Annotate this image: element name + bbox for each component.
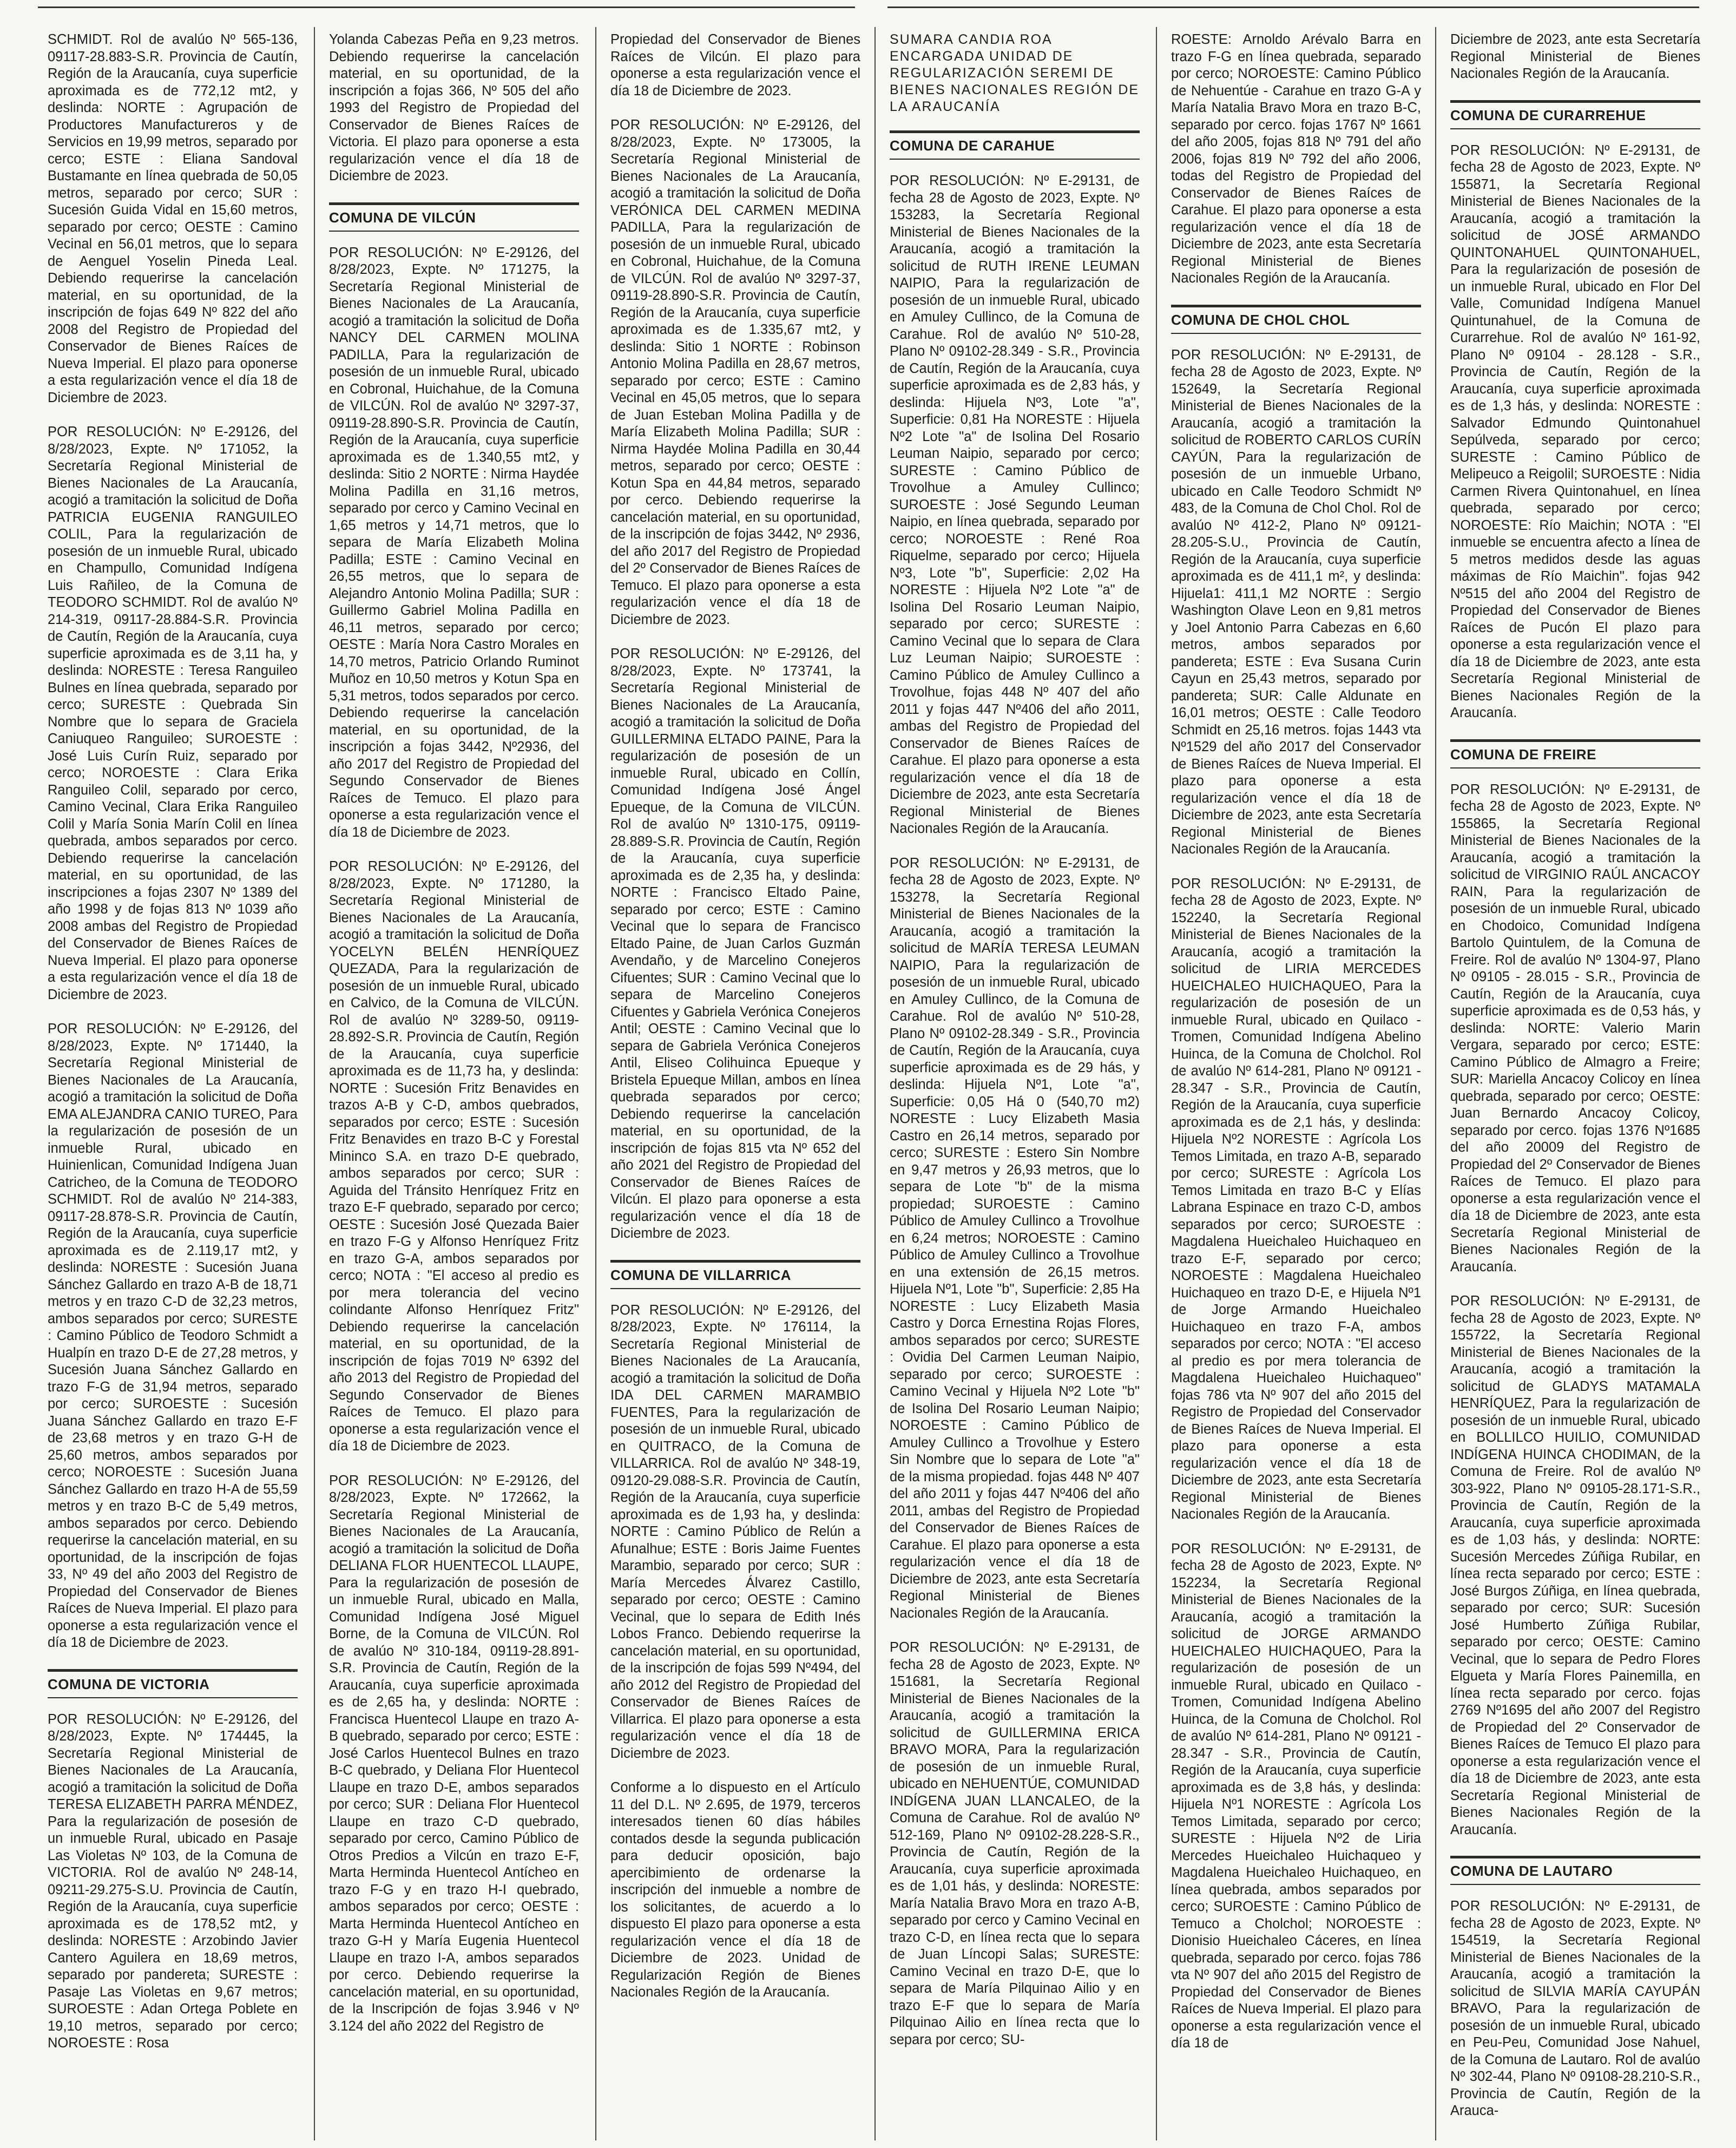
column-4 xyxy=(890,31,1140,2137)
column-6 xyxy=(1450,31,1700,2137)
legal-notice: POR RESOLUCIÓN: Nº E-29126, del 8/28/2023, Expte. Nº 173741, la Secretaría Regional Ministerial de Bienes Nacionales de La Araucanía, acogió a tramitación la solicitud de Doña GUILLERMINA ELTADO PAINE, Para la regularización de posesión de un inmueble Rural, ubicado en Collín, Comunidad Indígena José Ángel Epueque, de la Comuna de VILCÚN. Rol de avalúo Nº 1310-175, 09119-28.889-S.R. Provincia de Cautín, Región de la Araucanía, cuya superficie aproximada es de 2,35 ha, y deslinda: NORTE : Francisco Eltado Paine, separado por cerco; ESTE : Camino Vecinal que lo separa de Francisco Eltado Paine, de Juan Carlos Guzmán Avendaño, y de Marcelino Conejeros Cifuentes; SUR : Camino Vecinal que lo separa de Marcelino Conejeros Cifuentes y Gabriela Verónica Conejeros Antil; OESTE : Camino Vecinal que lo separa de Gabriela Verónica Conejeros Antil, Eliseo Colihuinca Epueque y Bristela Epueque Millan, ambos en línea quebrada separados por cerco; Debiendo requerirse la cancelación material, en su oportunidad, de la inscripción de fojas 815 vta Nº 652 del año 2021 del Registro de Propiedad del Conservador de Bienes Raíces de Vilcún. El plazo para oponerse a esta regularización vence el día 18 de Diciembre de 2023. xyxy=(610,646,860,1241)
column-divider xyxy=(874,27,876,2140)
legal-notice: POR RESOLUCIÓN: Nº E-29126, del 8/28/2023, Expte. Nº 171280, la Secretaría Regional Ministerial de Bienes Nacionales de La Araucanía, acogió a tramitación la solicitud de Doña YOCELYN BELÉN HENRÍQUEZ QUEZADA, Para la regularización de posesión de un inmueble Rural, ubicado en Calvico, de la Comuna de VILCÚN. Rol de avalúo Nº 3289-50, 09119-28.892-S.R. Provincia de Cautín, Región de la Araucanía, cuya superficie aproximada es de 11,73 ha, y deslinda: NORTE : Sucesión Fritz Benavides en trazos A-B y C-D, ambos quebrados, separados por cerco; ESTE : Sucesión Fritz Benavides en trazo B-C y Forestal Mininco S.A. en trazo D-E quebrado, ambos separados por cerco; SUR : Aguida del Tránsito Henríquez Fritz en trazo E-F quebrado, separado por cerco; OESTE : Sucesión José Quezada Baier en trazo F-G y Alfonso Henríquez Fritz en trazo G-A, ambos separados por cerco; NOTA : "El acceso al predio es por mera tolerancia del vecino colindante Alfonso Henríquez Fritz" Debiendo requerirse la cancelación material, en su oportunidad, de la inscripción de fojas 7019 Nº 6392 del año 2013 del Registro de Propiedad del Segundo Conservador de Bienes Raíces de Temuco. El plazo para oponerse a esta regularización vence el día 18 de Diciembre de 2023. xyxy=(329,859,579,1454)
section-heading: COMUNA DE FREIRE xyxy=(1450,739,1700,768)
legal-notice: POR RESOLUCIÓN: Nº E-29126, del 8/28/2023, Expte. Nº 171052, la Secretaría Regional Ministerial de Bienes Nacionales de La Araucanía, acogió a tramitación la solicitud de Doña PATRICIA EUGENIA RANGUILEO COLIL, Para la regularización de posesión de un inmueble Rural, ubicado en Champullo, Comunidad Indígena Luis Rañileo, de la Comuna de TEODORO SCHMIDT. Rol de avalúo Nº 214-319, 09117-28.884-S.R. Provincia de Cautín, Región de la Araucanía, cuya superficie aproximada es de 3,11 ha, y deslinda: NORESTE : Teresa Ranguileo Bulnes en línea quebrada, separado por cerco; SURESTE : Quebrada Sin Nombre que lo separa de Graciela Caniuqueo Ranguileo; SUROESTE : José Luis Curín Ruiz, separado por cerco; NOROESTE : Clara Erika Ranguileo Colil, separado por cerco, Camino Vecinal, Clara Erika Ranguileo Colil y María Sonia Marín Colil en línea quebrada, ambos separados por cerco. Debiendo requerirse la cancelación material, en su oportunidad, de las inscripciones a fojas 2307 Nº 1389 del año 1998 y de fojas 813 Nº 1039 año 2008 ambas del Registro de Propiedad del Conservador de Bienes Raíces de Nueva Imperial. El plazo para oponerse a esta regularización vence el día 18 de Diciembre de 2023. xyxy=(48,424,298,1002)
legal-notice: POR RESOLUCIÓN: Nº E-29126, del 8/28/2023, Expte. Nº 171440, la Secretaría Regional Ministerial de Bienes Nacionales de La Araucanía, acogió a tramitación la solicitud de Doña EMA ALEJANDRA CANIO TUREO, Para la regularización de posesión de un inmueble Rural, ubicado en Huinienlican, Comunidad Indígena Juan Catricheo, de la Comuna de TEODORO SCHMIDT. Rol de avalúo Nº 214-383, 09117-28.878-S.R. Provincia de Cautín, Región de la Araucanía, cuya superficie aproximada es de 2.119,17 mt2, y deslinda: NORESTE : Sucesión Juana Sánchez Gallardo en trazo A-B de 18,71 metros y en trazo C-D de 32,23 metros, ambos separados por cerco; SURESTE : Camino Público de Teodoro Schmidt a Hualpín en trazo D-E de 27,28 metros, y Sucesión Juana Sánchez Gallardo en trazo F-G de 31,94 metros, separado por cerco; SUROESTE : Sucesión Juana Sánchez Gallardo en trazo E-F de 23,68 metros y en trazo G-H de 25,60 metros, ambos separados por cerco; NOROESTE : Sucesión Juana Sánchez Gallardo en trazo H-A de 55,59 metros y en trazo B-C de 5,49 metros, ambos separados por cerco. Debiendo requerirse la cancelación material, en su oportunidad, de la inscripción de fojas 33, Nº 49 del año 2003 del Registro de Propiedad del Conservador de Bienes Raíces de Nueva Imperial. El plazo para oponerse a esta regularización vence el día 18 de Diciembre de 2023. xyxy=(48,1021,298,1650)
legal-notice: POR RESOLUCIÓN: Nº E-29126, del 8/28/2023, Expte. Nº 173005, la Secretaría Regional Ministerial de Bienes Nacionales de La Araucanía, acogió a tramitación la solicitud de Doña VERÓNICA DEL CARMEN MEDINA PADILLA, Para la regularización de posesión de un inmueble Rural, ubicado en Cobronal, Huichahue, de la Comuna de VILCÚN. Rol de avalúo Nº 3297-37, 09119-28.890-S.R. Provincia de Cautín, Región de la Araucanía, cuya superficie aproximada es de 1.335,67 mt2, y deslinda: Sitio 1 NORTE : Robinson Antonio Molina Padilla en 28,67 metros, separado por cerco; ESTE : Camino Vecinal en 45,05 metros, que lo separa de Juan Esteban Molina Padilla y de María Elizabeth Molina Padilla; SUR : Nirma Haydée Molina Padilla en 30,44 metros, separado por cerco; OESTE : Kotun Spa en 44,84 metros, separado por cerco. Debiendo requerirse la cancelación material, en su oportunidad, de la inscripción de fojas 3442, Nº 2936, del año 2017 del Registro de Propiedad del 2º Conservador de Bienes Raíces de Temuco. El plazo para oponerse a esta regularización vence el día 18 de Diciembre de 2023. xyxy=(610,117,860,627)
top-rule xyxy=(887,6,1699,8)
section-heading: COMUNA DE VICTORIA xyxy=(48,1669,298,1698)
legal-notice: Propiedad del Conservador de Bienes Raíces de Vilcún. El plazo para oponerse a esta regularización vence el día 18 de Diciembre de 2023. xyxy=(610,32,860,98)
column-divider xyxy=(595,27,596,2140)
legal-notice: SCHMIDT. Rol de avalúo Nº 565-136, 09117-28.883-S.R. Provincia de Cautín, Región de la Araucanía, cuya superficie aproximada es de 772,12 mt2, y deslinda: NORTE : Agrupación de Productores Manufactureros y de Servicios en 19,99 metros, separado por cerco; ESTE : Eliana Sandoval Bustamante en línea quebrada de 50,05 metros, separado por cerco; SUR : Sucesión Guida Vidal en 15,60 metros, separado por cerco; OESTE : Camino Vecinal en 56,01 metros, que lo separa de Aenguel Yoselin Pineda Leal. Debiendo requerirse la cancelación material, en su oportunidad, de la inscripción de fojas 649 Nº 822 del año 2008 del Registro de Propiedad del Conservador de Bienes Raíces de Nueva Imperial. El plazo para oponerse a esta regularización vence el día 18 de Diciembre de 2023. xyxy=(48,32,298,405)
column-5 xyxy=(1171,31,1421,2137)
legal-notice: POR RESOLUCIÓN: Nº E-29131, de fecha 28 de Agosto de 2023, Expte. Nº 153283, la Secretaría Regional Ministerial de Bienes Nacionales de la Araucanía, acogió a tramitación la solicitud de RUTH IRENE LEUMAN NAIPIO, Para la regularización de posesión de un inmueble Rural, ubicado en Amuley Cullinco, de la Comuna de Carahue. Rol de avalúo Nº 510-28, Plano Nº 09102-28.349 - S.R., Provincia de Cautín, Región de la Araucanía, cuya superficie aproximada es de 2,83 hás, y deslinda: Hijuela Nº3, Lote "a", Superficie: 0,81 Ha NORESTE : Hijuela Nº2 Lote "a" de Isolina Del Rosario Leuman Naipio, separado por cerco; SURESTE : Camino Público de Trovolhue a Amuley Cullinco; SUROESTE : José Segundo Leuman Naipio, en línea quebrada, separado por cerco; NOROESTE : René Roa Riquelme, separado por cerco; Hijuela Nº3, Lote "b", Superficie: 2,02 Ha NORESTE : Hijuela Nº2 Lote "a" de Isolina Del Rosario Leuman Naipio, separado por cerco; SURESTE : Camino Vecinal que lo separa de Clara Luz Leuman Naipio; SUROESTE : Camino Público de Amuley Cullinco a Trovolhue, fojas 448 Nº 407 del año 2011 y fojas 447 Nº406 del año 2011, ambas del Registro de Propiedad del Conservador de Bienes Raíces de Carahue. El plazo para oponerse a esta regularización vence el día 18 de Diciembre de 2023, ante esta Secretaría Regional Ministerial de Bienes Nacionales Región de la Araucanía. xyxy=(890,173,1140,836)
legal-notice: POR RESOLUCIÓN: Nº E-29131, de fecha 28 de Agosto de 2023, Expte. Nº 152649, la Secretaría Regional Ministerial de Bienes Nacionales de la Araucanía, acogió a tramitación la solicitud de ROBERTO CARLOS CURÍN CAYÚN, Para la regularización de posesión de un inmueble Urbano, ubicado en Calle Teodoro Schmidt Nº 483, de la Comuna de Chol Chol. Rol de avalúo Nº 412-2, Plano Nº 09121-28.205-S.U., Provincia de Cautín, Región de la Araucanía, cuya superficie aproximada es de 411,1 m², y deslinda: Hijuela1: 411,1 M2 NORTE : Sergio Washington Olave Leon en 9,81 metros y Joel Antonio Parra Cabezas en 6,60 metros, ambos separados por pandereta; ESTE : Eva Susana Curin Cayun en 25,43 metros, separado por pandereta; SUR: Calle Aldunate en 16,01 metros; OESTE : Calle Teodoro Schmidt en 25,16 metros. fojas 1443 vta Nº1529 del año 2017 del Conservador de Bienes Raíces de Nueva Imperial. El plazo para oponerse a esta regularización vence el día 18 de Diciembre de 2023, ante esta Secretaría Regional Ministerial de Bienes Nacionales Región de la Araucanía. xyxy=(1171,347,1421,857)
legal-notice: POR RESOLUCIÓN: Nº E-29131, de fecha 28 de Agosto de 2023, Expte. Nº 154519, la Secretaría Regional Ministerial de Bienes Nacionales de la Araucanía, acogió a tramitación la solicitud de SILVIA MARÍA CAYUPÁN BRAVO, Para la regularización de posesión de un inmueble Rural, ubicado en Peu-Peu, Comunidad Jose Nahuel, de la Comuna de Lautaro. Rol de avalúo Nº 302-44, Plano Nº 09108-28.210-S.R., Provincia de Cautín, Región de la Arauca- xyxy=(1450,1899,1700,2118)
legal-notice: POR RESOLUCIÓN: Nº E-29131, de fecha 28 de Agosto de 2023, Expte. Nº 153278, la Secretaría Regional Ministerial de Bienes Nacionales de la Araucanía, acogió a tramitación la solicitud de MARÍA TERESA LEUMAN NAIPIO, Para la regularización de posesión de un inmueble Rural, ubicado en Amuley Cullinco, de la Comuna de Carahue. Rol de avalúo Nº 510-28, Plano Nº 09102-28.349 - S.R., Provincia de Cautín, Región de la Araucanía, cuya superficie aproximada es de 29 hás, y deslinda: Hijuela Nº1, Lote "a", Superficie: 0,05 Há 0 (540,70 m2) NORESTE : Lucy Elizabeth Masia Castro en 26,14 metros, separado por cerco; SURESTE : Estero Sin Nombre en 9,47 metros y 26,93 metros, que lo separa de Lote "b" de la misma propiedad; SUROESTE : Camino Público de Amuley Cullinco a Trovolhue en 6,24 metros; NOROESTE : Camino Público de Amuley Cullinco a Trovolhue en una extensión de 26,15 metros. Hijuela Nº1, Lote "b", Superficie: 2,85 Ha NORESTE : Lucy Elizabeth Masia Castro y Dorca Ernestina Rojas Flores, ambos separados por cerco; SURESTE : Ovidia Del Carmen Leuman Naipio, separado por cerco; SUROESTE : Camino Vecinal y Hijuela Nº2 Lote "b" de Isolina Del Rosario Leuman Naipio; NOROESTE : Camino Público de Amuley Cullinco a Trovolhue y Estero Sin Nombre que lo separa de Lote "a" de la misma propiedad. fojas 448 Nº 407 del año 2011 y fojas 447 Nº406 del año 2011, ambas del Registro de Propiedad del Conservador de Bienes Raíces de Carahue. El plazo para oponerse a esta regularización vence el día 18 de Diciembre de 2023, ante esta Secretaría Regional Ministerial de Bienes Nacionales Región de la Araucanía. xyxy=(890,855,1140,1621)
legal-notice: POR RESOLUCIÓN: Nº E-29126, del 8/28/2023, Expte. Nº 171275, la Secretaría Regional Ministerial de Bienes Nacionales de La Araucanía, acogió a tramitación la solicitud de Doña NANCY DEL CARMEN MOLINA PADILLA, Para la regularización de posesión de un inmueble Rural, ubicado en Cobronal, Huichahue, de la Comuna de VILCÚN. Rol de avalúo Nº 3297-37, 09119-28.890-S.R. Provincia de Cautín, Región de la Araucanía, cuya superficie aproximada es de 1.340,55 mt2, y deslinda: Sitio 2 NORTE : Nirma Haydée Molina Padilla en 31,16 metros, separado por cerco y Camino Vecinal en 1,65 metros y 14,71 metros, que lo separa de María Elizabeth Molina Padilla; ESTE : Camino Vecinal en 26,55 metros, que lo separa de Alejandro Antonio Molina Padilla; SUR : Guillermo Gabriel Molina Padilla en 46,11 metros, separado por cerco; OESTE : María Nora Castro Morales en 14,70 metros, Patricio Orlando Ruminot Muñoz en 10,50 metros y Kotun Spa en 5,31 metros, todos separados por cerco. Debiendo requerirse la cancelación material, en su oportunidad, de la inscripción a fojas 3442, Nº2936, del año 2017 del Registro de Propiedad del Segundo Conservador de Bienes Raíces de Temuco. El plazo para oponerse a esta regularización vence el día 18 de Diciembre de 2023. xyxy=(329,245,579,840)
legal-notice: POR RESOLUCIÓN: Nº E-29126, del 8/28/2023, Expte. Nº 176114, la Secretaría Regional Ministerial de Bienes Nacionales de La Araucanía, acogió a tramitación la solicitud de Doña IDA DEL CARMEN MARAMBIO FUENTES, Para la regularización de posesión de un inmueble Rural, ubicado en QUITRACO, de la Comuna de VILLARRICA. Rol de avalúo Nº 348-19, 09120-29.088-S.R. Provincia de Cautín, Región de la Araucanía, cuya superficie aproximada es de 1,93 ha, y deslinda: NORTE : Camino Público de Relún a Afunalhue; ESTE : Boris Jaime Fuentes Marambio, separado por cerco; SUR : María Mercedes Álvarez Castillo, separado por cerco; OESTE : Camino Vecinal, que lo separa de Edith Inés Lobos Franco. Debiendo requerirse la cancelación material, en su oportunidad, de la inscripción de fojas 599 Nº494, del año 2012 del Registro de Propiedad del Conservador de Bienes Raíces de Villarrica. El plazo para oponerse a esta regularización vence el día 18 de Diciembre de 2023. xyxy=(610,1302,860,1761)
column-divider xyxy=(1435,27,1436,2140)
section-heading: COMUNA DE VILCÚN xyxy=(329,202,579,232)
legal-notice: POR RESOLUCIÓN: Nº E-29131, de fecha 28 de Agosto de 2023, Expte. Nº 152234, la Secretaría Regional Ministerial de Bienes Nacionales de la Araucanía, acogió a tramitación la solicitud de JORGE ARMANDO HUEICHALEO HUICHAQUEO, Para la regularización de posesión de un inmueble Rural, ubicado en Quilaco - Tromen, Comunidad Indígena Abelino Huinca, de la Comuna de Cholchol. Rol de avalúo Nº 614-281, Plano Nº 09121 - 28.347 - S.R., Provincia de Cautín, Región de la Araucanía, cuya superficie aproximada es de 3,8 hás, y deslinda: Hijuela Nº1 NORESTE : Agrícola Los Temos Limitada, separado por cerco; SURESTE : Hijuela Nº2 de Liria Mercedes Hueichaleo Huichaqueo y Magdalena Hueichaleo Huichaqueo, en línea quebrada, ambos separados por cerco; SUROESTE : Camino Público de Temuco a Cholchol; NOROESTE : Dionisio Hueichaleo Cáceres, en línea quebrada, separado por cerco. fojas 786 vta Nº 907 del año 2015 del Registro de Propiedad del Conservador de Bienes Raíces de Nueva Imperial. El plazo para oponerse a esta regularización vence el día 18 de xyxy=(1171,1541,1421,2051)
legal-notice: POR RESOLUCIÓN: Nº E-29126, del 8/28/2023, Expte. Nº 174445, la Secretaría Regional Ministerial de Bienes Nacionales de La Araucanía, acogió a tramitación la solicitud de Doña TERESA ELIZABETH PARRA MÉNDEZ, Para la regularización de posesión de un inmueble Rural, ubicado en Pasaje Las Violetas Nº 103, de la Comuna de VICTORIA. Rol de avalúo Nº 248-14, 09211-29.275-S.U. Provincia de Cautín, Región de la Araucanía, cuya superficie aproximada es de 178,52 mt2, y deslinda: NORESTE : Arzobindo Javier Cantero Aguilera en 18,69 metros, separado por pandereta; SURESTE : Pasaje Las Violetas en 9,67 metros; SUROESTE : Adan Ortega Poblete en 19,10 metros, separado por cerco; NOROESTE : Rosa xyxy=(48,1711,298,2051)
section-heading: COMUNA DE LAUTARO xyxy=(1450,1856,1700,1885)
section-heading: COMUNA DE VILLARRICA xyxy=(610,1260,860,1289)
legal-notice: ROESTE: Arnoldo Arévalo Barra en trazo F-G en línea quebrada, separado por cerco; NOROESTE: Camino Público de Nehuentúe - Carahue en trazo G-A y María Natalia Bravo Mora en trazo B-C, separado por cerco. fojas 1767 Nº 1661 del año 2005, fojas 818 Nº 791 del año 2006, fojas 819 Nº 792 del año 2006, todas del Registro de Propiedad del Conservador de Bienes Raíces de Carahue. El plazo para oponerse a esta regularización vence el día 18 de Diciembre de 2023, ante esta Secretaría Regional Ministerial de Bienes Nacionales Región de la Araucanía. xyxy=(1171,32,1421,286)
legal-notice: Conforme a lo dispuesto en el Artículo 11 del D.L. Nº 2.695, de 1979, terceros interesados tienen 60 días hábiles contados desde la segunda publicación para deducir oposición, bajo apercibimiento de ordenarse la inscripción del inmueble a nombre de los solicitantes, de acuerdo a lo dispuesto El plazo para oponerse a esta regularización vence el día 18 de Diciembre de 2023. Unidad de Regularización Región de Bienes Nacionales Región de la Araucanía. xyxy=(610,1780,860,2000)
legal-notice: Diciembre de 2023, ante esta Secretaría Regional Ministerial de Bienes Nacionales Región de la Araucanía. xyxy=(1450,32,1700,81)
legal-notice: POR RESOLUCIÓN: Nº E-29131, de fecha 28 de Agosto de 2023, Expte. Nº 155865, la Secretaría Regional Ministerial de Bienes Nacionales de la Araucanía, acogió a tramitación la solicitud de VIRGINIO RAÚL ANCACOY RAIN, Para la regularización de posesión de un inmueble Rural, ubicado en Chodoico, Comunidad Indígena Bartolo Quintulem, de la Comuna de Freire. Rol de avalúo Nº 1304-97, Plano Nº 09105 - 28.015 - S.R., Provincia de Cautín, Región de la Araucanía, cuya superficie aproximada es de 0,53 hás, y deslinda: NORTE: Valerio Marin Vergara, separado por cerco; ESTE: Camino Público de Almagro a Freire; SUR: Mariella Ancacoy Colicoy en línea quebrada, separado por cerco; OESTE: Juan Bernardo Ancacoy Colicoy, separado por cerco. fojas 1376 Nº1685 del año 20009 del Registro de Propiedad del 2º Conservador de Bienes Raíces de Temuco. El plazo para oponerse a esta regularización vence el día 18 de Diciembre de 2023, ante esta Secretaría Regional Ministerial de Bienes Nacionales Región de la Araucanía. xyxy=(1450,781,1700,1275)
signature-block: SUMARA CANDIA ROA ENCARGADA UNIDAD DE REGULARIZACIÓN SEREMI DE BIENES NACIONALES REGIÓN DE LA ARAUCANÍA xyxy=(890,32,1140,114)
legal-notice: POR RESOLUCIÓN: Nº E-29126, del 8/28/2023, Expte. Nº 172662, la Secretaría Regional Ministerial de Bienes Nacionales de La Araucanía, acogió a tramitación la solicitud de Doña DELIANA FLOR HUENTECOL LLAUPE, Para la regularización de posesión de un inmueble Rural, ubicado en Malla, Comunidad Indígena José Miguel Borne, de la Comuna de VILCÚN. Rol de avalúo Nº 310-184, 09119-28.891-S.R. Provincia de Cautín, Región de la Araucanía, cuya superficie aproximada es de 2,65 ha, y deslinda: NORTE : Francisca Huentecol Llaupe en trazo A-B quebrado, separado por cerco; ESTE : José Carlos Huentecol Bulnes en trazo B-C quebrado, y Deliana Flor Huentecol Llaupe en trazo D-E, ambos separados por cerco; SUR : Deliana Flor Huentecol Llaupe en trazo C-D quebrado, separado por cerco, Camino Público de Otros Predios a Vilcún en trazo E-F, Marta Herminda Huentecol Antícheo en trazo F-G y en trazo H-I quebrado, ambos separados por cerco; OESTE : Marta Herminda Huentecol Antícheo en trazo G-H y María Eugenia Huentecol Llaupe en trazo I-A, ambos separados por cerco. Debiendo requerirse la cancelación material, en su oportunidad, de la Inscripción de fojas 3.946 v Nº 3.124 del año 2022 del Registro de xyxy=(329,1473,579,2034)
column-divider xyxy=(314,27,315,2140)
legal-notice: POR RESOLUCIÓN: Nº E-29131, de fecha 28 de Agosto de 2023, Expte. Nº 155722, la Secretaría Regional Ministerial de Bienes Nacionales de la Araucanía, acogió a tramitación la solicitud de GLADYS MATAMALA HENRÍQUEZ, Para la regularización de posesión de un inmueble Rural, ubicado en BOLLILCO HUILIO, COMUNIDAD INDÍGENA HUINCA CHODIMAN, de la Comuna de Freire. Rol de avalúo Nº 303-922, Plano Nº 09105-28.171-S.R., Provincia de Cautín, Región de la Araucanía, cuya superficie aproximada es de 1,03 hás, y deslinda: NORTE: Sucesión Mercedes Zúñiga Rubilar, en línea recta separado por cerco; ESTE : José Burgos Zúñiga, en línea quebrada, separado por cerco; SUR: Sucesión José Humberto Zúñiga Rubilar, separado por cerco; OESTE: Camino Vecinal, que lo separa de Pedro Flores Elgueta y María Flores Painemilla, en línea recta separado por cerco. fojas 2769 Nº1695 del año 2007 del Registro de Propiedad del 2º Conservador de Bienes Raíces de Temuco El plazo para oponerse a esta regularización vence el día 18 de Diciembre de 2023, ante esta Secretaría Regional Ministerial de Bienes Nacionales Región de la Araucanía. xyxy=(1450,1293,1700,1837)
column-divider xyxy=(1156,27,1157,2140)
legal-notice: POR RESOLUCIÓN: Nº E-29131, de fecha 28 de Agosto de 2023, Expte. Nº 152240, la Secretaría Regional Ministerial de Bienes Nacionales de la Araucanía, acogió a tramitación la solicitud de LIRIA MERCEDES HUEICHALEO HUICHAQUEO, Para la regularización de posesión de un inmueble Rural, ubicado en Quilaco - Tromen, Comunidad Indígena Abelino Huinca, de la Comuna de Cholchol. Rol de avalúo Nº 614-281, Plano Nº 09121 - 28.347 - S.R., Provincia de Cautín, Región de la Araucanía, cuya superficie aproximada es de 2,1 hás, y deslinda: Hijuela Nº2 NORESTE : Agrícola Los Temos Limitada, en trazo A-B, separado por cerco; SURESTE : Agrícola Los Temos Limitada en trazo B-C y Elías Labrana Espinace en trazo C-D, ambos separados por cerco; SUROESTE : Magdalena Hueichaleo Huichaqueo en trazo E-F, separado por cerco; NOROESTE : Magdalena Hueichaleo Huichaqueo en trazo D-E, e Hijuela Nº1 de Jorge Armando Hueichaleo Huichaqueo en trazo F-A, ambos separados por cerco; NOTA : "El acceso al predio es por mera tolerancia de Magdalena Hueichaleo Huichaqueo" fojas 786 vta Nº 907 del año 2015 del Registro de Propiedad del Conservador de Bienes Raíces de Nueva Imperial. El plazo para oponerse a esta regularización vence el día 18 de Diciembre de 2023, ante esta Secretaría Regional Ministerial de Bienes Nacionales Región de la Araucanía. xyxy=(1171,876,1421,1522)
top-rule xyxy=(38,6,855,8)
column-3 xyxy=(610,31,860,2137)
column-2 xyxy=(329,31,579,2137)
column-1 xyxy=(48,31,298,2137)
legal-notice: Yolanda Cabezas Peña en 9,23 metros. Debiendo requerirse la cancelación material, en su oportunidad, de la inscripción a fojas 366, Nº 505 del año 1993 del Registro de Propiedad del Conservador de Bienes Raíces de Victoria. El plazo para oponerse a esta regularización vence el día 18 de Diciembre de 2023. xyxy=(329,32,579,183)
section-heading: COMUNA DE CARAHUE xyxy=(890,130,1140,160)
section-heading: COMUNA DE CHOL CHOL xyxy=(1171,305,1421,334)
legal-notice: POR RESOLUCIÓN: Nº E-29131, de fecha 28 de Agosto de 2023, Expte. Nº 151681, la Secretaría Regional Ministerial de Bienes Nacionales de la Araucanía, acogió a tramitación la solicitud de GUILLERMINA ERICA BRAVO MORA, Para la regularización de posesión de un inmueble Rural, ubicado en NEHUENTÚE, COMUNIDAD INDÍGENA JUAN LLANCALEO, de la Comuna de Carahue. Rol de avalúo Nº 512-169, Plano Nº 09102-28.228-S.R., Provincia de Cautín, Región de la Araucanía, cuya superficie aproximada es de 1,01 hás, y deslinda: NORESTE: María Natalia Bravo Mora en trazo A-B, separado por cerco y Camino Vecinal en trazo C-D, en línea recta que lo separa de Juan Líncopi Salas; SURESTE: Camino Vecinal en trazo D-E, que lo separa de María Pilquinao Ailio y en trazo E-F que lo separa de María Pilquinao Ailio en línea recta que lo separa por cerco; SU- xyxy=(890,1640,1140,2047)
legal-notice: POR RESOLUCIÓN: Nº E-29131, de fecha 28 de Agosto de 2023, Expte. Nº 155871, la Secretaría Regional Ministerial de Bienes Nacionales de la Araucanía, acogió a tramitación la solicitud de JOSÉ ARMANDO QUINTONAHUEL QUINTONAHUEL, Para la regularización de posesión de un inmueble Rural, ubicado en Flor Del Valle, Comunidad Indígena Manuel Quintunahuel, de la Comuna de Curarrehue. Rol de avalúo Nº 161-92, Plano Nº 09104 - 28.128 - S.R., Provincia de Cautín, Región de la Araucanía, cuya superficie aproximada es de 1,3 hás, y deslinda: NORESTE : Salvador Edmundo Quintonahuel Sepúlveda, separado por cerco; SURESTE : Camino Público de Melipeuco a Reigolil; SUROESTE : Nidia Carmen Rivera Quintonahuel, en línea quebrada, separado por cerco; NOROESTE: Río Maichin; NOTA : "El inmueble se encuentra afecto a línea de 5 metros medidos desde las aguas máximas de Río Maichin". fojas 942 Nº515 del año 2004 del Registro de Propiedad del Conservador de Bienes Raíces de Pucón El plazo para oponerse a esta regularización vence el día 18 de Diciembre de 2023, ante esta Secretaría Regional Ministerial de Bienes Nacionales Región de la Araucanía. xyxy=(1450,142,1700,720)
section-heading: COMUNA DE CURARREHUE xyxy=(1450,100,1700,129)
